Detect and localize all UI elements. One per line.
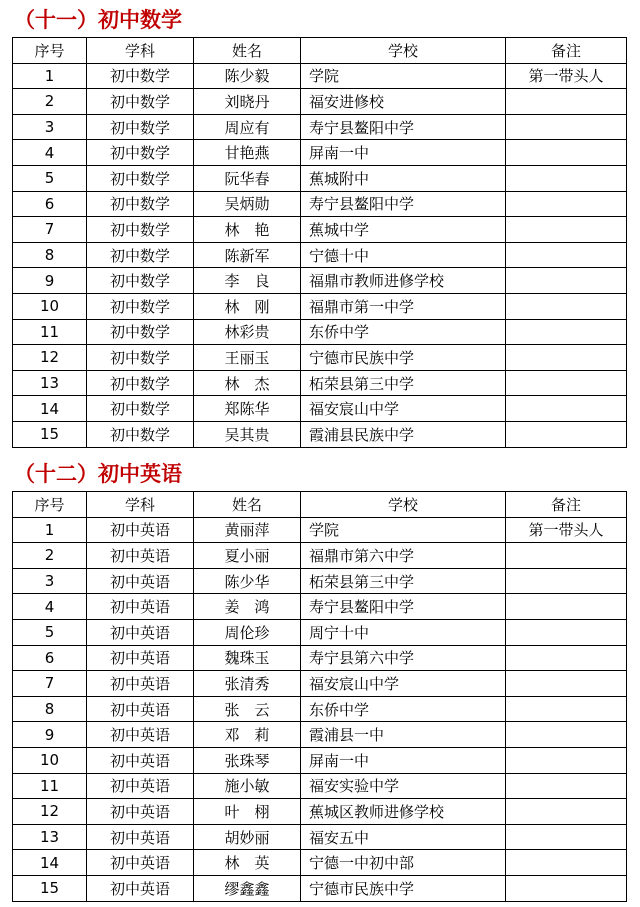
cell-remarks bbox=[506, 594, 627, 620]
cell-subject: 初中数学 bbox=[87, 89, 194, 115]
cell-remarks bbox=[506, 619, 627, 645]
cell-school: 屏南一中 bbox=[301, 747, 506, 773]
table-row bbox=[13, 619, 627, 645]
cell-school: 东侨中学 bbox=[301, 696, 506, 722]
cell-school: 福安进修校 bbox=[301, 89, 506, 115]
cell-remarks bbox=[506, 747, 627, 773]
cell-subject: 初中数学 bbox=[87, 165, 194, 191]
cell-subject: 初中英语 bbox=[87, 594, 194, 620]
cell-name: 林 刚 bbox=[194, 293, 301, 319]
cell-serial-number: 9 bbox=[13, 268, 87, 294]
cell-serial-number: 15 bbox=[13, 421, 87, 447]
cell-remarks: 第一带头人 bbox=[506, 63, 627, 89]
table-row bbox=[13, 568, 627, 594]
cell-name: 阮华春 bbox=[194, 165, 301, 191]
cell-school: 蕉城区教师进修学校 bbox=[301, 799, 506, 825]
cell-subject: 初中数学 bbox=[87, 217, 194, 243]
table-row bbox=[13, 722, 627, 748]
table-row bbox=[13, 140, 627, 166]
cell-remarks bbox=[506, 421, 627, 447]
section-title: （十一）初中数学 bbox=[14, 8, 182, 32]
cell-remarks bbox=[506, 370, 627, 396]
cell-remarks bbox=[506, 568, 627, 594]
teacher-table bbox=[12, 491, 627, 902]
cell-name: 陈少华 bbox=[194, 568, 301, 594]
table-row bbox=[13, 850, 627, 876]
cell-remarks bbox=[506, 165, 627, 191]
cell-remarks bbox=[506, 293, 627, 319]
cell-school: 寿宁县鳌阳中学 bbox=[301, 594, 506, 620]
cell-remarks bbox=[506, 645, 627, 671]
cell-subject: 初中英语 bbox=[87, 671, 194, 697]
section-title: （十二）初中英语 bbox=[14, 462, 182, 486]
cell-school: 宁德市民族中学 bbox=[301, 875, 506, 901]
cell-name: 林 英 bbox=[194, 850, 301, 876]
cell-name: 周应有 bbox=[194, 114, 301, 140]
cell-serial-number: 15 bbox=[13, 875, 87, 901]
cell-name: 吴炳勋 bbox=[194, 191, 301, 217]
cell-remarks bbox=[506, 850, 627, 876]
cell-remarks bbox=[506, 268, 627, 294]
cell-subject: 初中数学 bbox=[87, 114, 194, 140]
cell-serial-number: 14 bbox=[13, 396, 87, 422]
cell-remarks bbox=[506, 696, 627, 722]
cell-remarks bbox=[506, 396, 627, 422]
cell-name: 魏珠玉 bbox=[194, 645, 301, 671]
cell-subject: 初中数学 bbox=[87, 396, 194, 422]
cell-subject: 初中英语 bbox=[87, 696, 194, 722]
cell-school: 柘荣县第三中学 bbox=[301, 568, 506, 594]
table-row bbox=[13, 696, 627, 722]
cell-name: 姜 鸿 bbox=[194, 594, 301, 620]
table-row bbox=[13, 747, 627, 773]
table-row bbox=[13, 773, 627, 799]
cell-subject: 初中英语 bbox=[87, 568, 194, 594]
table-header-row bbox=[13, 492, 627, 518]
cell-remarks bbox=[506, 319, 627, 345]
cell-serial-number: 2 bbox=[13, 543, 87, 569]
table-row bbox=[13, 217, 627, 243]
cell-subject: 初中英语 bbox=[87, 747, 194, 773]
cell-name: 夏小丽 bbox=[194, 543, 301, 569]
cell-school: 福安五中 bbox=[301, 824, 506, 850]
cell-name: 吴其贵 bbox=[194, 421, 301, 447]
cell-school: 柘荣县第三中学 bbox=[301, 370, 506, 396]
cell-remarks bbox=[506, 345, 627, 371]
cell-serial-number: 9 bbox=[13, 722, 87, 748]
cell-subject: 初中英语 bbox=[87, 543, 194, 569]
cell-subject: 初中数学 bbox=[87, 421, 194, 447]
cell-name: 李 良 bbox=[194, 268, 301, 294]
table-row bbox=[13, 396, 627, 422]
cell-name: 刘晓丹 bbox=[194, 89, 301, 115]
cell-remarks bbox=[506, 773, 627, 799]
cell-serial-number: 14 bbox=[13, 850, 87, 876]
cell-subject: 初中英语 bbox=[87, 799, 194, 825]
cell-school: 宁德市民族中学 bbox=[301, 345, 506, 371]
cell-remarks bbox=[506, 140, 627, 166]
cell-name: 张 云 bbox=[194, 696, 301, 722]
cell-name: 陈新军 bbox=[194, 242, 301, 268]
cell-school: 福鼎市第一中学 bbox=[301, 293, 506, 319]
cell-serial-number: 1 bbox=[13, 517, 87, 543]
section-junior-english bbox=[0, 454, 640, 902]
cell-name: 林 杰 bbox=[194, 370, 301, 396]
table-row bbox=[13, 114, 627, 140]
cell-name: 黄丽萍 bbox=[194, 517, 301, 543]
cell-school: 蕉城中学 bbox=[301, 217, 506, 243]
section-junior-math bbox=[0, 0, 640, 448]
cell-subject: 初中英语 bbox=[87, 875, 194, 901]
cell-name: 缪鑫鑫 bbox=[194, 875, 301, 901]
cell-serial-number: 12 bbox=[13, 799, 87, 825]
cell-remarks bbox=[506, 543, 627, 569]
header-remarks: 备注 bbox=[506, 38, 627, 64]
cell-remarks bbox=[506, 722, 627, 748]
table-row bbox=[13, 543, 627, 569]
cell-subject: 初中英语 bbox=[87, 773, 194, 799]
cell-remarks bbox=[506, 217, 627, 243]
cell-serial-number: 6 bbox=[13, 645, 87, 671]
cell-serial-number: 6 bbox=[13, 191, 87, 217]
teacher-table bbox=[12, 37, 627, 448]
header-school: 学校 bbox=[301, 492, 506, 518]
cell-school: 东侨中学 bbox=[301, 319, 506, 345]
cell-subject: 初中数学 bbox=[87, 345, 194, 371]
cell-subject: 初中数学 bbox=[87, 319, 194, 345]
header-remarks: 备注 bbox=[506, 492, 627, 518]
cell-serial-number: 8 bbox=[13, 242, 87, 268]
cell-school: 寿宁县鳌阳中学 bbox=[301, 191, 506, 217]
cell-school: 宁德十中 bbox=[301, 242, 506, 268]
header-name: 姓名 bbox=[194, 492, 301, 518]
cell-school: 寿宁县第六中学 bbox=[301, 645, 506, 671]
cell-serial-number: 10 bbox=[13, 747, 87, 773]
cell-remarks bbox=[506, 671, 627, 697]
cell-subject: 初中数学 bbox=[87, 293, 194, 319]
cell-name: 施小敏 bbox=[194, 773, 301, 799]
cell-serial-number: 2 bbox=[13, 89, 87, 115]
table-row bbox=[13, 824, 627, 850]
cell-serial-number: 4 bbox=[13, 594, 87, 620]
cell-serial-number: 10 bbox=[13, 293, 87, 319]
table-row bbox=[13, 165, 627, 191]
cell-school: 霞浦县民族中学 bbox=[301, 421, 506, 447]
cell-school: 福鼎市教师进修学校 bbox=[301, 268, 506, 294]
cell-name: 郑陈华 bbox=[194, 396, 301, 422]
cell-name: 林 艳 bbox=[194, 217, 301, 243]
cell-name: 陈少毅 bbox=[194, 63, 301, 89]
cell-school: 蕉城附中 bbox=[301, 165, 506, 191]
table-row bbox=[13, 671, 627, 697]
cell-name: 张珠琴 bbox=[194, 747, 301, 773]
table-row bbox=[13, 89, 627, 115]
table-row bbox=[13, 268, 627, 294]
header-subject: 学科 bbox=[87, 38, 194, 64]
table-row bbox=[13, 345, 627, 371]
table-row bbox=[13, 293, 627, 319]
cell-serial-number: 8 bbox=[13, 696, 87, 722]
cell-serial-number: 11 bbox=[13, 773, 87, 799]
table-row bbox=[13, 191, 627, 217]
cell-serial-number: 5 bbox=[13, 619, 87, 645]
cell-subject: 初中数学 bbox=[87, 268, 194, 294]
header-serial-number: 序号 bbox=[13, 492, 87, 518]
cell-name: 张清秀 bbox=[194, 671, 301, 697]
cell-subject: 初中数学 bbox=[87, 63, 194, 89]
header-school: 学校 bbox=[301, 38, 506, 64]
cell-subject: 初中英语 bbox=[87, 645, 194, 671]
cell-serial-number: 13 bbox=[13, 824, 87, 850]
cell-school: 学院 bbox=[301, 63, 506, 89]
cell-serial-number: 7 bbox=[13, 671, 87, 697]
header-subject: 学科 bbox=[87, 492, 194, 518]
cell-serial-number: 3 bbox=[13, 568, 87, 594]
cell-serial-number: 5 bbox=[13, 165, 87, 191]
cell-remarks: 第一带头人 bbox=[506, 517, 627, 543]
cell-subject: 初中数学 bbox=[87, 370, 194, 396]
table-row bbox=[13, 517, 627, 543]
table-row bbox=[13, 370, 627, 396]
cell-school: 福鼎市第六中学 bbox=[301, 543, 506, 569]
cell-name: 周伦珍 bbox=[194, 619, 301, 645]
cell-subject: 初中英语 bbox=[87, 517, 194, 543]
header-name: 姓名 bbox=[194, 38, 301, 64]
cell-remarks bbox=[506, 799, 627, 825]
cell-school: 福安实验中学 bbox=[301, 773, 506, 799]
cell-remarks bbox=[506, 242, 627, 268]
cell-school: 霞浦县一中 bbox=[301, 722, 506, 748]
cell-school: 宁德一中初中部 bbox=[301, 850, 506, 876]
table-header-row bbox=[13, 38, 627, 64]
cell-school: 周宁十中 bbox=[301, 619, 506, 645]
cell-name: 叶 栩 bbox=[194, 799, 301, 825]
table-row bbox=[13, 421, 627, 447]
cell-subject: 初中英语 bbox=[87, 850, 194, 876]
cell-remarks bbox=[506, 89, 627, 115]
cell-subject: 初中英语 bbox=[87, 722, 194, 748]
cell-serial-number: 12 bbox=[13, 345, 87, 371]
cell-remarks bbox=[506, 875, 627, 901]
cell-serial-number: 3 bbox=[13, 114, 87, 140]
cell-serial-number: 7 bbox=[13, 217, 87, 243]
cell-subject: 初中英语 bbox=[87, 619, 194, 645]
cell-remarks bbox=[506, 114, 627, 140]
cell-school: 学院 bbox=[301, 517, 506, 543]
cell-subject: 初中英语 bbox=[87, 824, 194, 850]
cell-school: 福安宸山中学 bbox=[301, 396, 506, 422]
cell-name: 胡妙丽 bbox=[194, 824, 301, 850]
cell-school: 屏南一中 bbox=[301, 140, 506, 166]
table-row bbox=[13, 799, 627, 825]
table-row bbox=[13, 63, 627, 89]
cell-name: 邓 莉 bbox=[194, 722, 301, 748]
table-row bbox=[13, 242, 627, 268]
table-row bbox=[13, 594, 627, 620]
table-row bbox=[13, 645, 627, 671]
table-row bbox=[13, 875, 627, 901]
cell-subject: 初中数学 bbox=[87, 191, 194, 217]
cell-serial-number: 1 bbox=[13, 63, 87, 89]
cell-school: 福安宸山中学 bbox=[301, 671, 506, 697]
cell-name: 王丽玉 bbox=[194, 345, 301, 371]
table-row bbox=[13, 319, 627, 345]
cell-serial-number: 4 bbox=[13, 140, 87, 166]
cell-subject: 初中数学 bbox=[87, 242, 194, 268]
cell-serial-number: 11 bbox=[13, 319, 87, 345]
cell-school: 寿宁县鳌阳中学 bbox=[301, 114, 506, 140]
header-serial-number: 序号 bbox=[13, 38, 87, 64]
cell-remarks bbox=[506, 824, 627, 850]
cell-serial-number: 13 bbox=[13, 370, 87, 396]
cell-name: 林彩贵 bbox=[194, 319, 301, 345]
cell-name: 甘艳燕 bbox=[194, 140, 301, 166]
cell-subject: 初中数学 bbox=[87, 140, 194, 166]
cell-remarks bbox=[506, 191, 627, 217]
